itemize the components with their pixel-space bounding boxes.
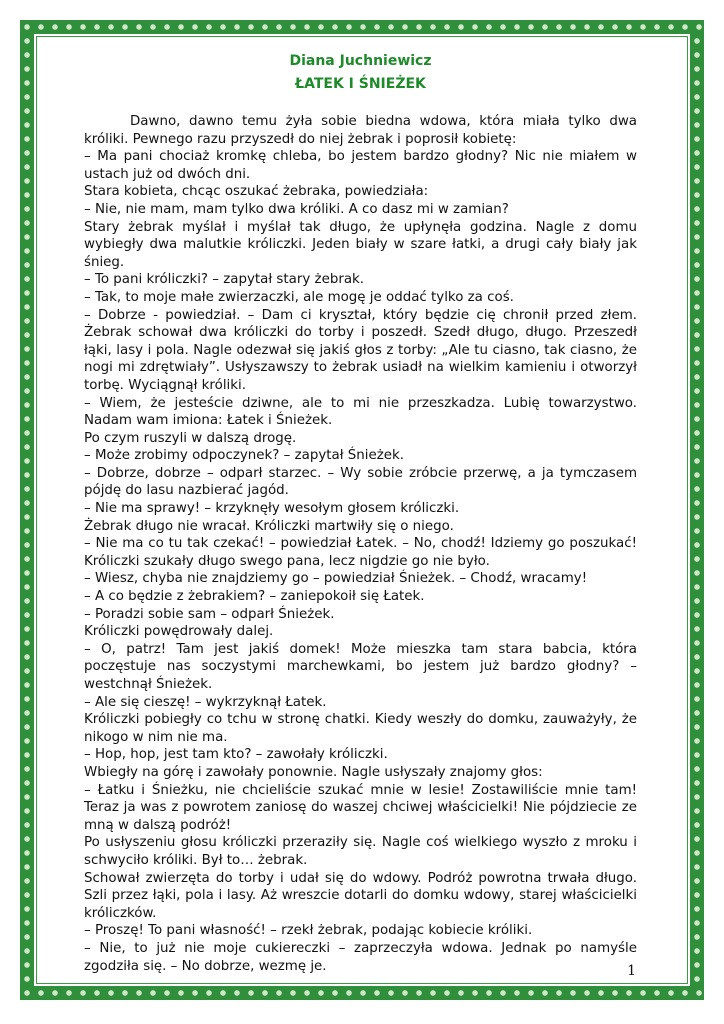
paragraph: Stary żebrak myślał i myślał tak długo, że upłynęła godzina. Nagle z domu wybiegły dwa malutkie króliczki. Jeden biały w szare łatki, a drugi cały biały jak śnieg. <box>84 219 637 270</box>
paragraph: – Nie ma sprawy! – krzyknęły wesołym głosem króliczki. <box>84 501 460 517</box>
paragraph: Wbiegły na górę i zawołały ponownie. Nagle usłyszały znajomy głos: <box>84 764 543 780</box>
paragraph: – Hop, hop, jest tam kto? – zawołały króliczki. <box>84 747 388 763</box>
paragraph: – Dobrze - powiedział. – Dam ci kryształ, który będzie cię chronił przed złem. Żebrak schował dwa króliczki do torby i poszedł. Szedł długo, długo. Przeszedł łąki, lasy i pola. Nagle odezwał się jakiś głos z torby: „Ale tu ciasno, tak ciasno, że nogi mi zdrętwiały”. Usłyszawszy to żebrak usiadł na wielkim kamieniu i otworzył torbę. Wyciągnął króliki. <box>84 307 637 393</box>
right-floral-border <box>690 20 704 1000</box>
paragraph: – Tak, to moje małe zwierzaczki, ale mogę je oddać tylko za coś. <box>84 289 514 305</box>
paragraph: – Nie, nie mam, mam tylko dwa króliki. A co dasz mi w zamian? <box>84 201 509 217</box>
paragraph: – A co będzie z żebrakiem? – zaniepokoił się Łatek. <box>84 589 425 605</box>
paragraph: – Wiem, że jesteście dziwne, ale to mi nie przeszkadza. Lubię towarzystwo. Nadam wam imiona: Łatek i Śnieżek. <box>84 395 637 429</box>
paragraph: – To pani króliczki? – zapytał stary żebrak. <box>84 272 365 288</box>
paragraph: Żebrak długo nie wracał. Króliczki martwiły się o niego. <box>84 518 454 534</box>
paragraph: – Wiesz, chyba nie znajdziemy go – powiedział Śnieżek. – Chodź, wracamy! <box>84 571 588 587</box>
paragraph: Dawno, dawno temu żyła sobie biedna wdowa, która miała tylko dwa króliki. Pewnego razu przyszedł do niej żebrak i poprosił kobietę: <box>84 114 637 147</box>
paragraph: Króliczki pobiegły co tchu w stronę chatki. Kiedy weszły do domku, zauważyły, że nikogo w nim nie ma. <box>84 712 637 745</box>
paragraph: – Może zrobimy odpoczynek? – zapytał Śnieżek. <box>84 448 404 464</box>
paragraph: Króliczki powędrowały dalej. <box>84 624 274 640</box>
paragraph: – Łatku i Śnieżku, nie chcieliście szukać mnie w lesie! Zostawiliście mnie tam! Teraz ja was z powrotem zaniosę do waszej chciwej właścicielki! Nie pójdziecie ze mną w dalszą podróż! <box>84 782 637 833</box>
paragraph: – O, patrz! Tam jest jakiś domek! Może mieszka tam stara babcia, która poczęstuje nas soczystymi marchewkami, bo jestem już bardzo głodny? – westchnął Śnieżek. <box>84 641 637 692</box>
paragraph: – Ale się cieszę! – wykrzyknął Łatek. <box>84 694 327 710</box>
document-body <box>84 52 637 975</box>
paragraph: – Nie ma co tu tak czekać! – powiedział Łatek. – No, chodź! Idziemy go poszukać! Króliczki szukały długo swego pana, lecz nigdzie go nie było. <box>84 536 637 569</box>
paragraph: – Poradzi sobie sam – odparł Śnieżek. <box>84 606 335 622</box>
paragraph: – Proszę! To pani własność! – rzekł żebrak, podając kobiecie króliki. <box>84 923 533 939</box>
paragraph: Po czym ruszyli w dalszą drogę. <box>84 430 297 446</box>
story-title: ŁATEK I ŚNIEŻEK <box>295 76 426 92</box>
page-number: 1 <box>627 963 636 979</box>
paragraph: – Dobrze, dobrze – odparł starzec. – Wy sobie zróbcie przerwę, a ja tymczasem pójdę do lasu nazbierać jagód. <box>84 465 637 499</box>
paragraph: Schował zwierzęta do torby i udał się do wdowy. Podróż powrotna trwała długo. Szli przez łąki, pola i lasy. Aż wreszcie dotarli do domku wdowy, starej właścicielki króliczków. <box>84 870 637 921</box>
paragraph: Po usłyszeniu głosu króliczki przeraziły się. Nagle coś wielkiego wyszło z mroku i schwyciło króliki. Był to… żebrak. <box>84 835 637 868</box>
top-floral-border <box>20 20 704 34</box>
paragraph: – Ma pani chociaż kromkę chleba, bo jestem bardzo głodny? Nic nie miałem w ustach już od dwóch dni. <box>84 149 637 182</box>
left-floral-border <box>20 20 34 1000</box>
paragraph: – Nie, to już nie moje cukiereczki – zaprzeczyła wdowa. Jednak po namyśle zgodziła się. – No dobrze, wezmę je. <box>84 940 637 974</box>
bottom-floral-border <box>20 986 704 1000</box>
paragraph: Stara kobieta, chcąc oszukać żebraka, powiedziała: <box>84 184 429 200</box>
author-name: Diana Juchniewicz <box>289 53 432 69</box>
